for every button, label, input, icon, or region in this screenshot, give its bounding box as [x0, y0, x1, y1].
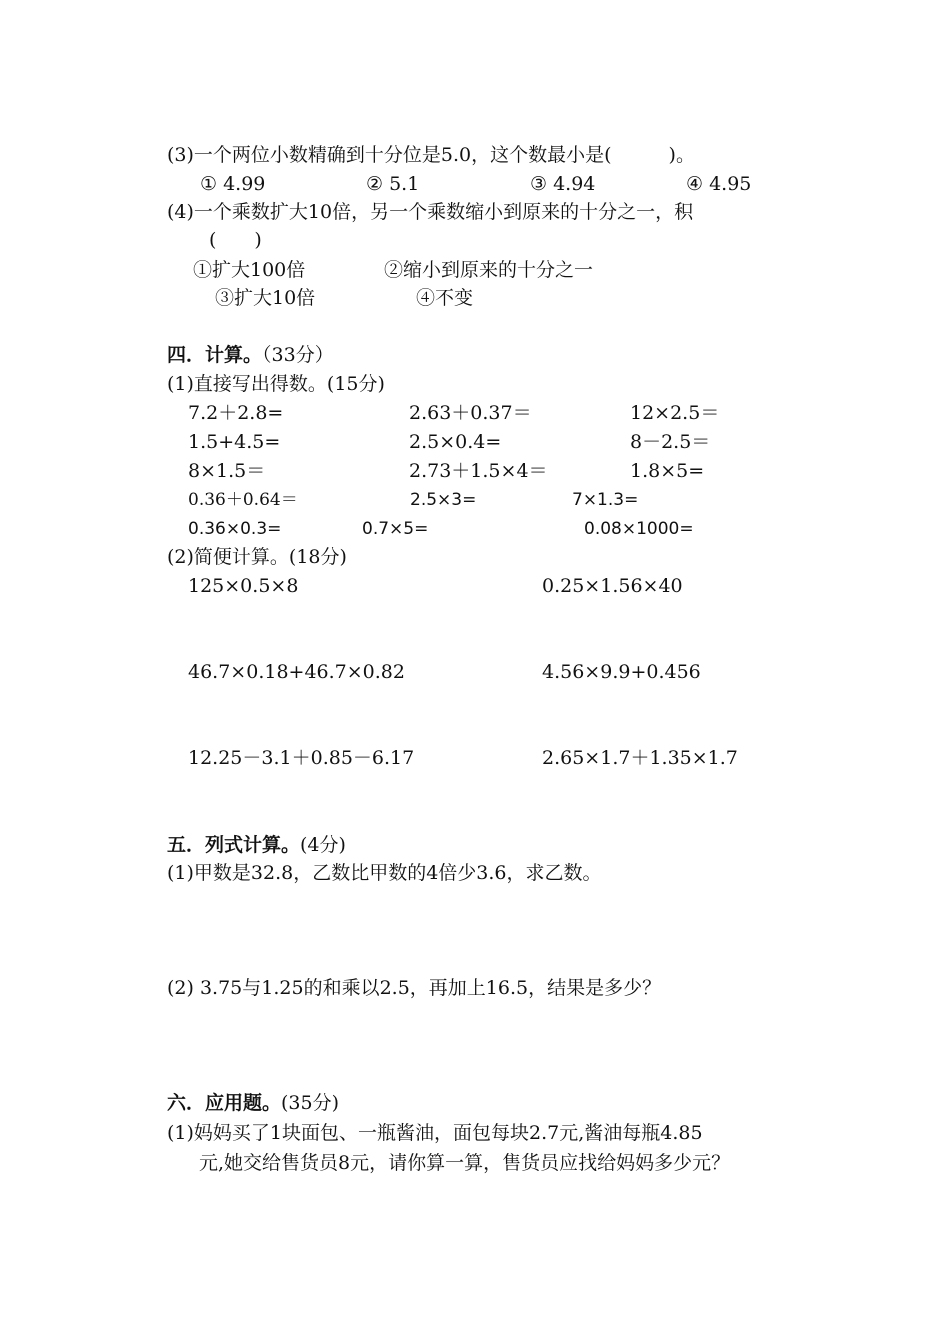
section6-q1-line1: (1)妈妈买了1块面包、一瓶酱油，面包每块2.7元,酱油每瓶4.85 [167, 1122, 703, 1144]
q4-option-1: ①扩大100倍 [193, 259, 306, 281]
section4-title [167, 343, 334, 367]
simplify-item: 0.25×1.56×40 [542, 575, 683, 597]
simplify-item: 2.65×1.7＋1.35×1.7 [542, 747, 738, 769]
calc-item: 0.7×5= [362, 519, 429, 539]
q3-option-2: ② 5.1 [366, 173, 420, 195]
q4-stem: (4)一个乘数扩大10倍，另一个乘数缩小到原来的十分之一，积 [167, 201, 694, 223]
q4-option-3: ③扩大10倍 [215, 287, 316, 309]
section4-part2-label: (2)简便计算。(18分) [167, 546, 347, 568]
calc-item: 2.63＋0.37＝ [409, 402, 532, 424]
section5-heading: 五．列式计算。 [167, 834, 301, 856]
simplify-item: 125×0.5×8 [188, 575, 299, 597]
section4-part1-label: (1)直接写出得数。(15分) [167, 373, 385, 395]
q3-stem: (3)一个两位小数精确到十分位是5.0，这个数最小是( )。 [167, 144, 695, 166]
section6-q1-line2: 元,她交给售货员8元，请你算一算，售货员应找给妈妈多少元？ [199, 1152, 731, 1174]
calc-item: 0.36×0.3= [188, 519, 282, 539]
simplify-item: 12.25－3.1＋0.85－6.17 [188, 747, 415, 769]
q4-option-4: ④不变 [416, 287, 474, 309]
section5-title [167, 833, 346, 857]
section5-score: (4分) [300, 834, 346, 856]
calc-item: 8×1.5＝ [188, 460, 266, 482]
simplify-item: 4.56×9.9+0.456 [542, 661, 701, 683]
q3-option-3: ③ 4.94 [530, 173, 596, 195]
calc-item: 12×2.5＝ [630, 402, 720, 424]
section6-heading: 六．应用题。 [167, 1092, 282, 1114]
calc-item: 0.08×1000= [584, 519, 694, 539]
q4-blank: ( ) [209, 229, 262, 251]
calc-item: 2.5×0.4= [409, 431, 502, 453]
simplify-item: 46.7×0.18+46.7×0.82 [188, 661, 405, 683]
calc-item: 2.73＋1.5×4＝ [409, 460, 548, 482]
q3-option-4: ④ 4.95 [686, 173, 752, 195]
section4-score: （33分） [262, 344, 334, 366]
section5-q1: (1)甲数是32.8，乙数比甲数的4倍少3.6，求乙数。 [167, 862, 602, 884]
calc-item: 8－2.5＝ [630, 431, 711, 453]
section6-title [167, 1091, 339, 1115]
calc-item: 7×1.3= [572, 490, 639, 510]
section4-heading: 四．计算。 [167, 344, 263, 366]
section6-score: (35分) [281, 1092, 340, 1114]
calc-item: 0.36＋0.64＝ [188, 490, 298, 510]
calc-item: 1.8×5= [630, 460, 705, 482]
section5-q2: (2) 3.75与1.25的和乘以2.5，再加上16.5，结果是多少？ [167, 977, 662, 999]
calc-item: 7.2＋2.8= [188, 402, 284, 424]
calc-item: 1.5+4.5= [188, 431, 281, 453]
calc-item: 2.5×3= [410, 490, 477, 510]
q3-option-1: ① 4.99 [200, 173, 266, 195]
q4-option-2: ②缩小到原来的十分之一 [384, 259, 594, 281]
